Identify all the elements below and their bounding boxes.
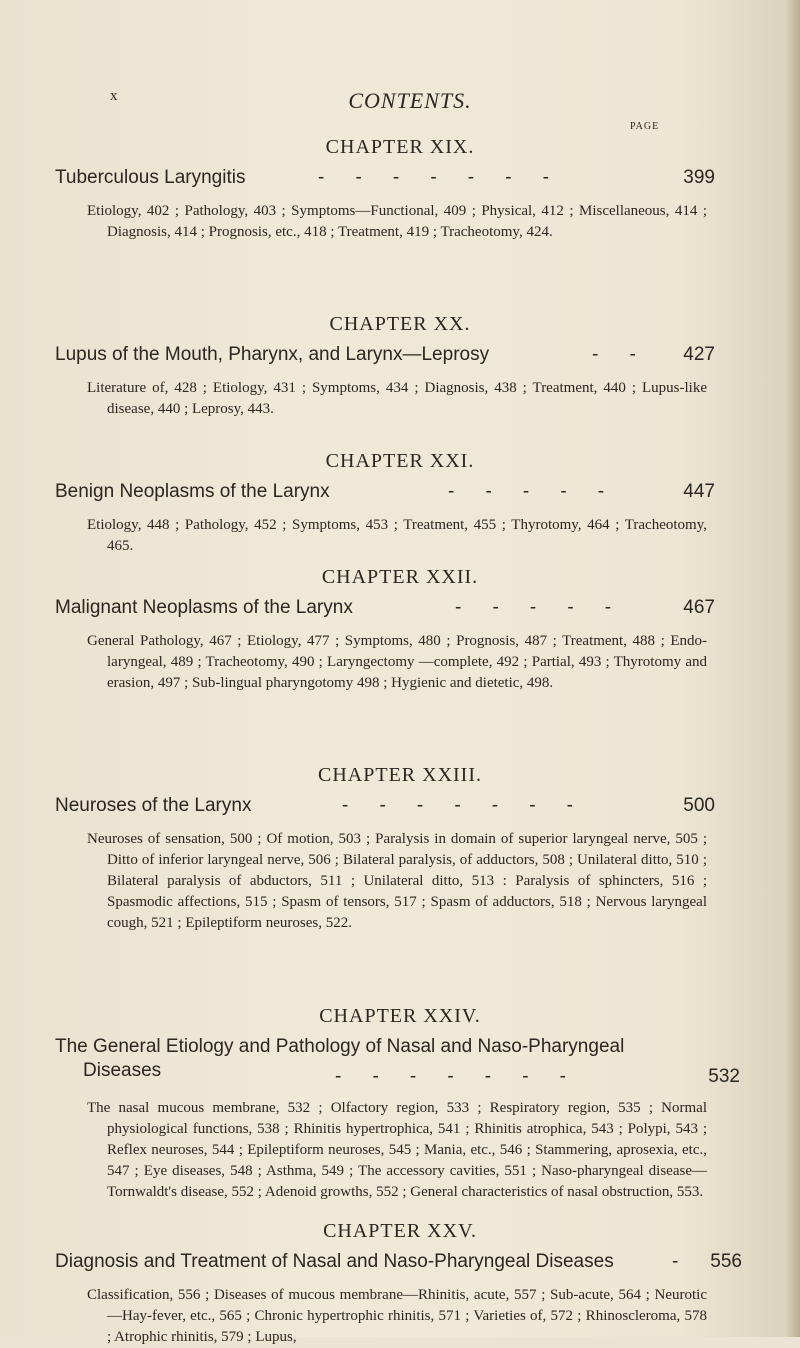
chapter-entry-xxi [0, 450, 800, 557]
chapter-title: Malignant Neoplasms of the Larynx [55, 597, 353, 618]
chapter-title: Diagnosis and Treatment of Nasal and Naso-Pharyngeal Diseases [55, 1251, 614, 1272]
chapter-description: Neuroses of sensation, 500 ; Of motion, 503 ; Paralysis in domain of superior laryngeal nerve, 505 ; Ditto of inferior laryngeal nerve, 506 ; Bilateral paralysis, of adductors, 508 ; Unilateral ditto, 510 ; Bilateral paralysis of abductors, 511 ; Unilateral ditto, 513 : Paralysis of sphincters, 516 ; Spasmodic affections, 515 ; Spasm of tensors, 517 ; Spasm of adductors, 518 ; Nervous laryngeal cough, 521 ; Epileptiform neuroses, 522. [87, 831, 707, 931]
chapter-page-number: 500 [683, 795, 715, 816]
chapter-description: Etiology, 402 ; Pathology, 403 ; Symptoms—Functional, 409 ; Physical, 412 ; Miscellaneous, 414 ; Diagnosis, 414 ; Prognosis, etc., 418 ; Treatment, 419 ; Tracheotomy, 424. [87, 203, 707, 240]
chapter-page-number: 399 [683, 167, 715, 188]
chapter-title-line-1: The General Etiology and Pathology of Nasal and Naso-Pharyngeal [55, 1036, 625, 1057]
chapter-page-number: 427 [683, 344, 715, 365]
chapter-page-number: 467 [683, 597, 715, 618]
chapter-title-row [0, 481, 800, 509]
chapter-heading: CHAPTER XXI. [325, 450, 475, 472]
leader-dashes: - [672, 1251, 681, 1272]
chapter-title-row [0, 597, 800, 625]
leader-dashes: - - - - - - - [342, 795, 575, 816]
leader-dashes: - - - - - [448, 481, 607, 502]
leader-dashes: - - - - - - - [335, 1066, 568, 1087]
chapter-heading: CHAPTER XIX. [325, 136, 475, 158]
chapter-entry-xxii [0, 566, 800, 694]
running-header [110, 88, 710, 118]
leader-dashes: - - [592, 344, 638, 365]
chapter-description: Etiology, 448 ; Pathology, 452 ; Symptoms, 453 ; Treatment, 455 ; Thyrotomy, 464 ; Tracheotomy, 465. [87, 517, 707, 554]
chapter-title-row [0, 167, 800, 195]
chapter-entry-xxv [0, 1220, 800, 1348]
chapter-entry-xx [0, 313, 800, 420]
chapter-description: The nasal mucous membrane, 532 ; Olfactory region, 533 ; Respiratory region, 535 ; Normal physiological functions, 538 ; Rhinitis hypertrophica, 541 ; Rhinitis atrophica, 543 ; Polypi, 543 ; Reflex neuroses, 544 ; Epileptiform neuroses, 545 ; Mania, etc., 546 ; Stammering, aprosexia, etc., 547 ; Eye diseases, 548 ; Asthma, 549 ; The accessory cavities, 551 ; Naso-pharyngeal disease—Tornwaldt's disease, 552 ; Adenoid growths, 552 ; General characteristics of nasal obstruction, 553. [87, 1100, 707, 1200]
chapter-title-line-2: Diseases [83, 1060, 162, 1081]
chapter-heading: CHAPTER XX. [329, 313, 471, 335]
chapter-title: Lupus of the Mouth, Pharynx, and Larynx—Leprosy [55, 344, 490, 365]
chapter-heading: CHAPTER XXII. [321, 566, 479, 588]
chapter-page-number: 447 [683, 481, 715, 502]
leader-dashes: - - - - - - - [318, 167, 551, 188]
chapter-entry-xxiv [0, 1005, 800, 1203]
chapter-title-row [0, 344, 800, 372]
chapter-title: Neuroses of the Larynx [55, 795, 252, 816]
leader-dashes: - - - - - [455, 597, 614, 618]
chapter-entry-xix [0, 136, 800, 243]
chapter-title-row [0, 795, 800, 823]
chapter-description: Literature of, 428 ; Etiology, 431 ; Symptoms, 434 ; Diagnosis, 438 ; Treatment, 440 ; Lupus-like disease, 440 ; Leprosy, 443. [87, 380, 707, 417]
chapter-title: Tuberculous Laryngitis [55, 167, 246, 188]
chapter-description: General Pathology, 467 ; Etiology, 477 ; Symptoms, 480 ; Prognosis, 487 ; Treatment, 488 ; Endo-laryngeal, 489 ; Tracheotomy, 490 ; Laryngectomy —complete, 492 ; Partial, 493 ; Thyrotomy and erasion, 497 ; Sub-lingual pharyngotomy 498 ; Hygienic and dietetic, 498. [87, 633, 707, 691]
page-number-roman: x [110, 88, 118, 104]
chapter-heading: CHAPTER XXIV. [319, 1005, 481, 1027]
chapter-title-row [0, 1036, 800, 1092]
chapter-heading: CHAPTER XXV. [323, 1220, 477, 1242]
running-title: CONTENTS. [348, 88, 472, 113]
chapter-page-number: 556 [710, 1251, 742, 1272]
chapter-page-number: 532 [708, 1066, 740, 1087]
chapter-title-row [0, 1251, 800, 1279]
page-column-label: PAGE [630, 121, 660, 132]
chapter-entry-xxiii [0, 764, 800, 934]
chapter-title: Benign Neoplasms of the Larynx [55, 481, 330, 502]
chapter-description: Classification, 556 ; Diseases of mucous membrane—Rhinitis, acute, 557 ; Sub-acute, 564 ; Neurotic—Hay-fever, etc., 565 ; Chronic hypertrophic rhinitis, 571 ; Varieties of, 572 ; Rhinoscleroma, 578 ; Atrophic rhinitis, 579 ; Lupus, [87, 1287, 707, 1345]
chapter-heading: CHAPTER XXIII. [318, 764, 482, 786]
